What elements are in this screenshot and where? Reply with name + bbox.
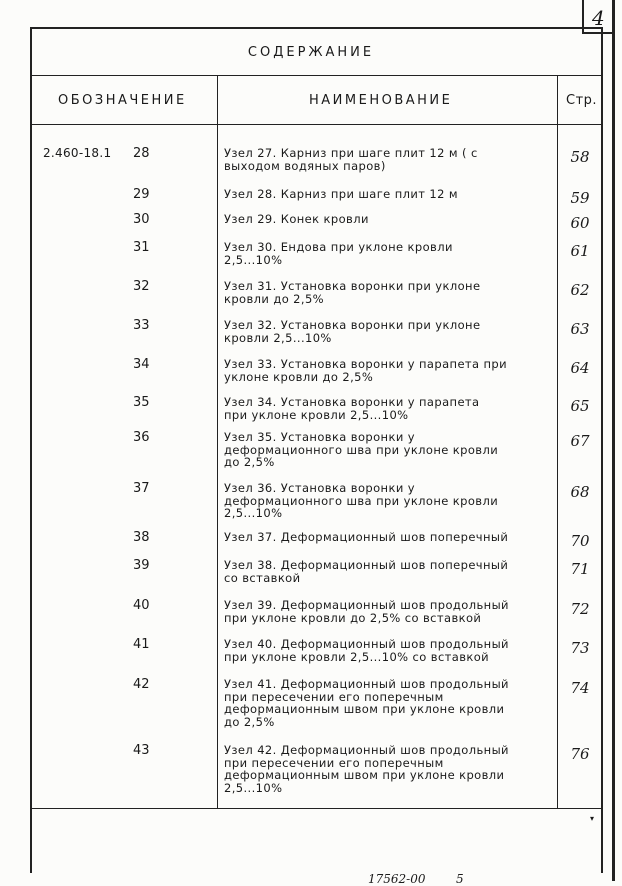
row-name: Узел 34. Установка воронки у парапета при уклоне кровли 2,5...10% — [224, 395, 480, 422]
row-name: Узел 41. Деформационный шов продольный при пересечении его поперечным деформационным швом при уклоне кровли до 2,5% — [224, 677, 509, 729]
row-page: 76 — [570, 745, 590, 763]
row-number: 38 — [133, 530, 150, 545]
row-number: 37 — [133, 481, 150, 496]
row-number: 29 — [133, 187, 150, 202]
row-page: 74 — [570, 679, 590, 697]
row-page: 73 — [570, 639, 590, 657]
column-divider-page — [557, 76, 558, 809]
sheet-right-edge — [612, 0, 615, 881]
row-page: 65 — [570, 397, 590, 415]
row-name: Узел 39. Деформационный шов продольный при уклоне кровли до 2,5% со вставкой — [224, 598, 509, 625]
column-divider-name — [217, 76, 218, 809]
row-number: 28 — [133, 146, 150, 161]
row-name: Узел 28. Карниз при шаге плит 12 м — [224, 187, 458, 201]
header-name: НАИМЕНОВАНИЕ — [309, 93, 453, 108]
row-page: 71 — [570, 560, 590, 578]
row-page: 59 — [570, 189, 590, 207]
row-number: 32 — [133, 279, 150, 294]
row-name: Узел 37. Деформационный шов поперечный — [224, 530, 509, 544]
footer-code: 17562-00 5 — [368, 872, 464, 886]
row-name: Узел 32. Установка воронки при уклоне кровли 2,5...10% — [224, 318, 481, 345]
row-number: 31 — [133, 240, 150, 255]
row-page: 64 — [570, 359, 590, 377]
row-name: Узел 35. Установка воронки у деформационного шва при уклоне кровли до 2,5% — [224, 430, 499, 469]
row-page: 61 — [570, 242, 590, 260]
title-divider — [31, 75, 602, 76]
row-number: 41 — [133, 637, 150, 652]
row-number: 33 — [133, 318, 150, 333]
row-page: 62 — [570, 281, 590, 299]
row-page: 60 — [570, 214, 590, 232]
row-name: Узел 27. Карниз при шаге плит 12 м ( с выходом водяных паров) — [224, 146, 478, 173]
document-code: 2.460-18.1 — [43, 146, 112, 160]
row-name: Узел 40. Деформационный шов продольный при уклоне кровли 2,5...10% со вставкой — [224, 637, 509, 664]
row-page: 58 — [570, 148, 590, 166]
contents-title: СОДЕРЖАНИЕ — [247, 45, 375, 60]
row-number: 34 — [133, 357, 150, 372]
row-name: Узел 42. Деформационный шов продольный при пересечении его поперечным деформационным швом при уклоне кровли 2,5...10% — [224, 743, 509, 795]
header-page: Стр. — [566, 93, 598, 108]
row-name: Узел 33. Установка воронки у парапета при уклоне кровли до 2,5% — [224, 357, 508, 384]
row-number: 39 — [133, 558, 150, 573]
header-designation: ОБОЗНАЧЕНИЕ — [58, 93, 187, 108]
row-name: Узел 29. Конек кровли — [224, 212, 369, 226]
row-name: Узел 38. Деформационный шов поперечный со вставкой — [224, 558, 509, 585]
row-number: 36 — [133, 430, 150, 445]
row-name: Узел 30. Ендова при уклоне кровли 2,5...10% — [224, 240, 453, 267]
row-page: 67 — [570, 432, 590, 450]
row-name: Узел 36. Установка воронки у деформационного шва при уклоне кровли 2,5...10% — [224, 481, 499, 520]
row-name: Узел 31. Установка воронки при уклоне кровли до 2,5% — [224, 279, 481, 306]
row-page: 68 — [570, 483, 590, 501]
row-number: 42 — [133, 677, 150, 692]
row-number: 40 — [133, 598, 150, 613]
page-number: 4 — [592, 6, 605, 30]
row-page: 72 — [570, 600, 590, 618]
row-page: 70 — [570, 532, 590, 550]
header-divider — [31, 124, 602, 125]
row-page: 63 — [570, 320, 590, 338]
table-bottom-divider — [31, 808, 602, 809]
row-number: 43 — [133, 743, 150, 758]
row-number: 35 — [133, 395, 150, 410]
row-number: 30 — [133, 212, 150, 227]
scan-mark: ▾ — [590, 814, 595, 823]
